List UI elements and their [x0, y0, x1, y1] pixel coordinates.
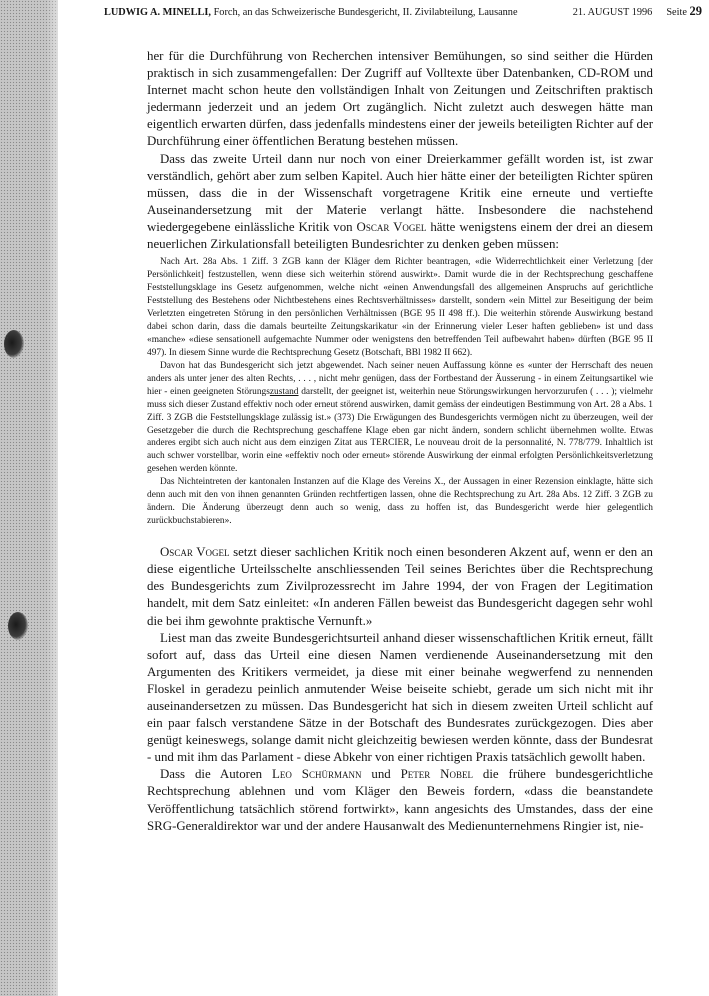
page-number-value: 29	[689, 4, 702, 18]
page-label: Seite	[666, 7, 687, 18]
paragraph: Dass das zweite Urteil dann nur noch von einer Dreierkammer gefällt worden ist, ist zwar verständlich, gehört aber zum selben Kapitel. Auch hier hätte einer der beteiligten Richter spüren müssen, dass die in der Wissenschaft vorgetragene Kritik eine erneute und vertiefte Auseinandersetzung mit der Materie verlangt hätte. Insbesondere die nachstehend wiedergegebene einlässliche Kritik von Oscar Vogel hätte wenigstens einem der drei an diesem neuerlichen Zirkulationsfall beteiligten Bundesrichter zu denken geben müssen:	[147, 151, 653, 252]
body-text-top	[147, 48, 653, 253]
paragraph: her für die Durchführung von Recherchen intensiver Bemühungen, so sind seither die Hürden praktisch in sich zusammengefallen: Der Zugriff auf Volltexte über Datenbanken, CD-ROM und Internet macht schon heute den vollständigen Inhalt von Zeitungen und Zeitschriften praktisch jedermann jederzeit und an jedem Ort zugänglich. Nicht zuletzt auch deswegen hätte man eigentlich erwarten dürfen, dass jedenfalls mindestens einer der jeweils beteiligten Richter auf der Durchführung einer öffentlichen Beratung bestehen müssen.	[147, 49, 653, 149]
header-author: LUDWIG A. MINELLI,	[104, 7, 211, 18]
page-number	[666, 4, 702, 19]
quote-paragraph: Das Nichteintreten der kantonalen Instanzen auf die Klage des Vereins X., der Aussagen in einer Rezension einklagte, hätte sich denn auch mit den von ihnen genannten Gründen rechtfertigen lassen, ohne die Rechtsprechung zu Art. 28a Abs. 12 Ziff. 3 ZGB zu ändern. Die Änderung überzeugt denn auch so wenig, dass zu hoffen ist, das Bundesgericht werde hier gelegentlich zurückbuchstabieren».	[147, 477, 653, 527]
quote-paragraph: Davon hat das Bundesgericht sich jetzt abgewendet. Nach seiner neuen Auffassung könne es «unter der Herrschaft des neuen anders als unter jener des alten Rechts, . . . , nicht mehr genügen, dass der Fortbestand der Äusserung - in einem Zeitungsartikel wie hier - einen geeigneten Störungszustand darstellt, der geeignet ist, weiterhin neue Störungswirkungen hervorzurufen ( . . . ); vielmehr muss sich dieser Zustand effektiv noch oder erneut störend auswirken, damit gemäss der eindeutigen Bestimmung von Art. 28 a Abs. 1 Ziff. 3 ZGB die Feststellungsklage zulässig ist.» (373) Die Erwägungen des Bundesgerichts vermögen nicht zu überzeugen, weil der Gesetzgeber die durch die Rechtsprechung geschaffene Klage eben gar nicht ändern, sondern schlicht übernehmen wollte. Etwas anderes ergibt sich auch nicht aus dem einzigen Zitat aus TERCIER, Le nouveau droit de la personnalité, N. 778/779. Inhaltlich ist auch schwer vorstellbar, worin eine «effektiv noch oder erneut» störende Auswirkung der einmal erfolgten Persönlichkeitsverletzung gesehen werden könnte.	[147, 360, 653, 475]
header-title: Forch, an das Schweizerische Bundesgericht, II. Zivilabteilung, Lausanne	[213, 7, 518, 18]
running-header	[104, 4, 702, 19]
punch-hole	[8, 612, 28, 640]
author-name: Peter Nobel	[400, 767, 473, 782]
paragraph: Oscar Vogel setzt dieser sachlichen Kritik noch einen besonderen Akzent auf, wenn er den an diese eigentliche Urteilsschelte anschliessenden Teil seines Berichtes über die Rechtsprechung des Bundesgerichts zum Zivilprozessrecht im Jahre 1994, der von Fragen der Legitimation handelt, mit dem Satz einleitet: «In anderen Fällen beweist das Bundesgericht dagegen sehr wohl die bei ihm gewohnte praktische Vernunft.»	[147, 545, 653, 628]
paragraph: Dass die Autoren Leo Schürmann und Peter Nobel die frühere bundesgerichtliche Rechtsprechung ablehnen und vom Kläger den Beweis fordern, «dass die beanstandete Veröffentlichung tatsächlich störend fortwirkt», kann angesichts des Umstandes, dass der eine SRG-Generaldirektor war und der andere Hausanwalt des Medienunternehmens Ringier ist, nie-	[147, 767, 653, 833]
block-quote	[147, 256, 653, 528]
punch-hole	[4, 330, 24, 358]
author-name: Oscar Vogel	[160, 545, 230, 560]
paragraph: Liest man das zweite Bundesgerichtsurteil anhand dieser wissenschaftlichen Kritik erneut, fällt sofort auf, dass das Urteil eine diesen Namen verdienende Auseinandersetzung mit den Argumenten des Kritikers vermeidet, ja diese mit einer beinahe wegwerfend zu nennenden Floskel in geradezu peinlich anmutender Weise beiseite schiebt, gerade um sich nicht mit ihr auseinandersetzen zu müssen. Das Bundesgericht hat sich in diesem zweiten Urteil schlicht auf ein paar falsch verstandene Sätze in der Botschaft des Bundesrates zurückgezogen. Dies aber genügt keineswegs, solange damit nicht gleichzeitig bewiesen werden könnte, dass der Bundesrat - und mit ihm das Parlament - diese Abkehr von einer richtigen Praxis tatsächlich gewollt haben.	[147, 630, 653, 765]
body-text-bottom	[147, 544, 653, 835]
page-content	[147, 48, 653, 835]
header-date: 21. AUGUST 1996	[572, 7, 653, 18]
author-name: Oscar Vogel	[356, 219, 427, 234]
underlined-word: zustand	[269, 386, 299, 397]
quote-paragraph: Nach Art. 28a Abs. 1 Ziff. 3 ZGB kann der Kläger dem Richter beantragen, «die Widerrechtlichkeit einer Verletzung [der Persönlichkeit] festzustellen, wenn diese sich weiterhin störend auswirkt». Damit wurde die in der Rechtsprechung geschaffene Feststellungsklage ins Gesetz aufgenommen, welche nicht «einen Anwendungsfall des allgemeinen Anspruchs auf gerichtliche Feststellung des Bestehens oder Nichtbestehens eines Rechtsverhältnisses» darstellt, sondern «ein Mittel zur Beseitigung der beim Verletzten eingetreten Störung in den persönlichen Verhältnissen (BGE 95 II 498 ff.). Die weiterhin störende Auswirkung bestand dabei schon darin, dass die damals beurteilte Zeitungskarikatur «in der Erinnerung vieler Leser haften geblieben» ist und dass «manche» «diese sensationell aufgemachte Nummer oder wenigstens den betreffenden Teil aufbewahrt haben» dürften (BGE 95 II 497). In diesem Sinne wurde die Rechtsprechung Gesetz (Botschaft, BBl 1982 II 662).	[147, 257, 653, 358]
author-name: Leo Schürmann	[272, 767, 362, 782]
scan-edge-fade	[46, 0, 74, 996]
